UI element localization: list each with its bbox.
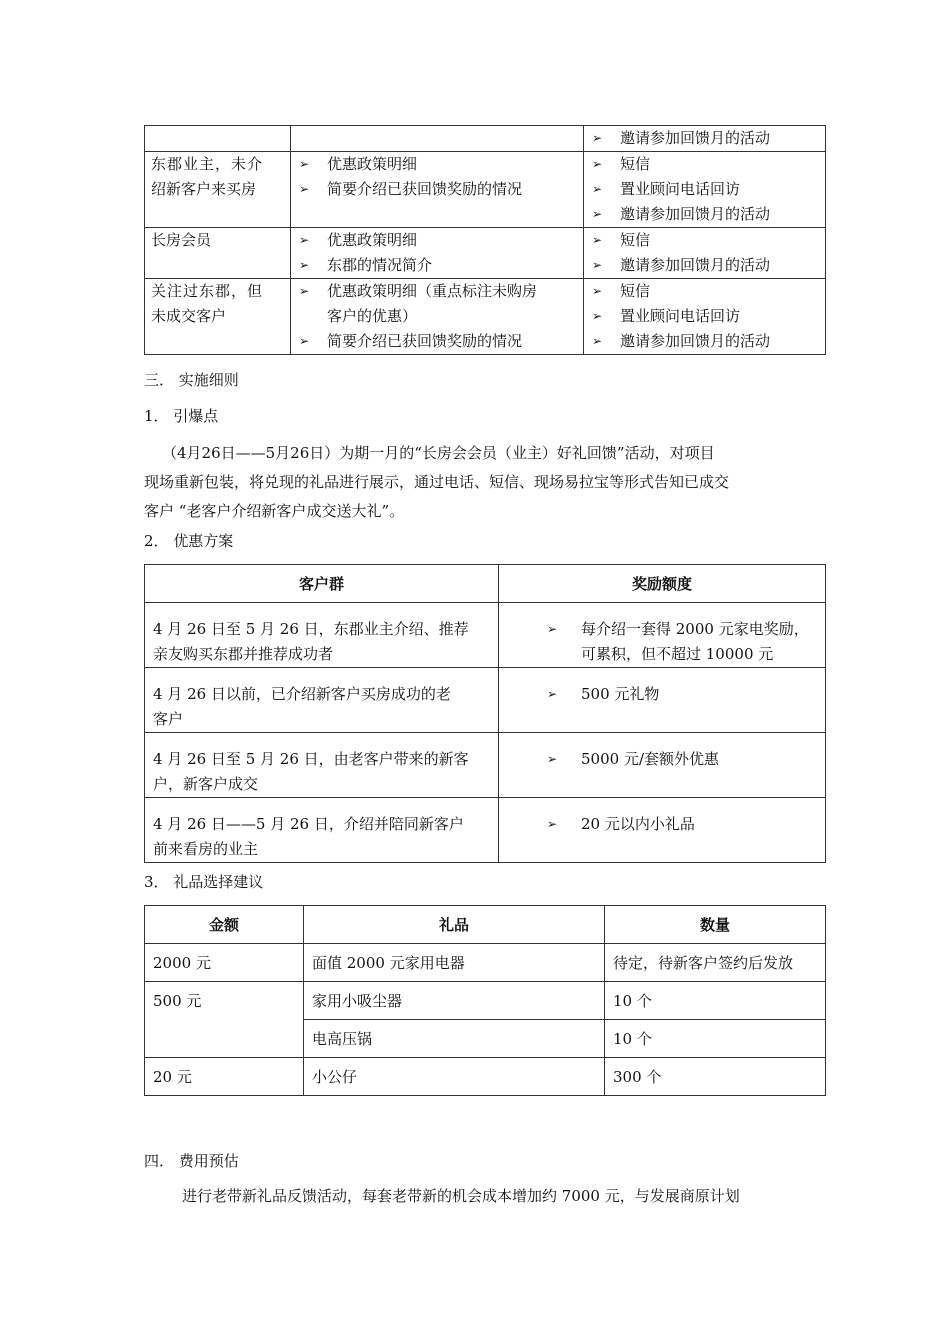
subheading-trigger-point: 1． 引爆点: [144, 407, 219, 425]
table-row: [145, 603, 826, 668]
table-row: [145, 152, 826, 228]
gift-cell: 面值 2000 元家用电器: [304, 944, 605, 982]
channel-item: ➢ 邀请参加回馈月的活动: [584, 202, 825, 227]
customer-group-cell: [145, 152, 291, 228]
table-row: [145, 1020, 826, 1058]
column-header-reward: 奖励额度: [499, 565, 826, 603]
arrowhead-bullet-icon: ➢: [592, 284, 603, 298]
cost-estimate-paragraph: 进行老带新礼品反馈活动，每套老带新的机会成本增加约 7000 元，与发展商原计划: [182, 1187, 740, 1205]
reward-line: 500 元礼物: [581, 685, 660, 703]
paragraph-line: 客户 “老客户介绍新客户成交送大礼”。: [144, 502, 405, 520]
reward-cell: [499, 798, 826, 863]
content-cell: [291, 152, 584, 228]
column-header-customer-group: 客户群: [145, 565, 499, 603]
channel-item: ➢ 邀请参加回馈月的活动: [584, 126, 825, 151]
quantity-cell: 300 个: [605, 1058, 826, 1096]
content-item: ➢ 东郡的情况简介: [291, 253, 583, 278]
customer-group-line: 关注过东郡，但: [151, 282, 264, 300]
channel-item: ➢ 短信: [584, 152, 825, 177]
quantity-cell: 10 个: [605, 982, 826, 1020]
arrowhead-bullet-icon: ➢: [547, 817, 558, 831]
reward-line: 每介绍一套得 2000 元家电奖励，: [581, 620, 809, 638]
gift-cell: 小公仔: [304, 1058, 605, 1096]
paragraph-line: 现场重新包装，将兑现的礼品进行展示，通过电话、短信、现场易拉宝等形式告知已成交: [144, 473, 730, 491]
quantity-cell: 10 个: [605, 1020, 826, 1058]
arrowhead-bullet-icon: ➢: [299, 233, 310, 247]
arrowhead-bullet-icon: ➢: [299, 284, 310, 298]
arrowhead-bullet-icon: ➢: [547, 752, 558, 766]
customer-group-cell: [145, 279, 291, 355]
table-row: [145, 798, 826, 863]
channel-item: ➢ 邀请参加回馈月的活动: [584, 329, 825, 354]
gift-cell: 电高压锅: [304, 1020, 605, 1058]
channel-item: ➢ 短信: [584, 228, 825, 253]
table-row: [145, 228, 826, 279]
column-header-amount: 金额: [145, 906, 304, 944]
reward-cell: [499, 733, 826, 798]
table-row: [145, 126, 826, 152]
reward-line: 20 元以内小礼品: [581, 815, 695, 833]
arrowhead-bullet-icon: ➢: [592, 233, 603, 247]
content-item: ➢ 优惠政策明细: [291, 228, 583, 253]
arrowhead-bullet-icon: [291, 304, 327, 329]
reward-line: 5000 元/套额外优惠: [581, 750, 719, 768]
content-item: ➢ 简要介绍已获回馈奖励的情况: [291, 329, 583, 354]
amount-cell: [145, 1020, 304, 1058]
subheading-gift-suggestion: 3． 礼品选择建议: [144, 873, 264, 891]
section-heading-cost-estimate: 四． 费用预估: [144, 1152, 239, 1170]
arrowhead-bullet-icon: ➢: [299, 258, 310, 272]
channel-cell: [584, 152, 826, 228]
customer-group-cell: [145, 228, 291, 279]
content-item: 客户的优惠）: [291, 304, 583, 329]
arrowhead-bullet-icon: ➢: [592, 207, 603, 221]
table-row: [145, 982, 826, 1020]
arrowhead-bullet-icon: ➢: [592, 182, 603, 196]
arrowhead-bullet-icon: ➢: [547, 622, 558, 636]
channel-cell: [584, 126, 826, 152]
paragraph-line: （4月26日——5月26日）为期一月的“长房会会员（业主）好礼回馈”活动，对项目: [162, 444, 715, 462]
customer-group-line: 4 月 26 日——5 月 26 日，介绍并陪同新客户: [153, 815, 464, 833]
customer-group-cell: [145, 126, 291, 152]
reward-cell: [499, 603, 826, 668]
table-row: [145, 1058, 826, 1096]
customer-group-line: 未成交客户: [151, 307, 227, 325]
amount-cell: 500 元: [145, 982, 304, 1020]
content-item: ➢ 优惠政策明细: [291, 152, 583, 177]
gift-suggestion-table: [144, 905, 826, 1096]
customer-group-line: 户，新客户成交: [153, 775, 259, 793]
arrowhead-bullet-icon: ➢: [299, 157, 310, 171]
customer-group-cell: [145, 603, 499, 668]
arrowhead-bullet-icon: ➢: [547, 687, 558, 701]
column-header-quantity: 数量: [605, 906, 826, 944]
channel-item: ➢ 邀请参加回馈月的活动: [584, 253, 825, 278]
discount-plan-table: [144, 564, 826, 863]
table-row: [145, 668, 826, 733]
channel-item: ➢ 置业顾问电话回访: [584, 304, 825, 329]
table-row: [145, 279, 826, 355]
content-cell: [291, 126, 584, 152]
arrowhead-bullet-icon: ➢: [299, 334, 310, 348]
arrowhead-bullet-icon: ➢: [592, 309, 603, 323]
channel-item: ➢ 短信: [584, 279, 825, 304]
customer-group-cell: [145, 668, 499, 733]
table-row: [145, 733, 826, 798]
customer-group-cell: [145, 733, 499, 798]
section-heading-implementation: 三． 实施细则: [144, 371, 239, 389]
arrowhead-bullet-icon: ➢: [592, 131, 603, 145]
subheading-discount-plan: 2． 优惠方案: [144, 532, 234, 550]
arrowhead-bullet-icon: ➢: [592, 258, 603, 272]
content-cell: [291, 228, 584, 279]
customer-group-line: 客户: [153, 710, 184, 728]
reward-line: 可累积，但不超过 10000 元: [581, 645, 774, 663]
content-item: ➢ 简要介绍已获回馈奖励的情况: [291, 177, 583, 202]
customer-group-line: 前来看房的业主: [153, 840, 259, 858]
customer-group-line: 4 月 26 日至 5 月 26 日，东郡业主介绍、推荐: [153, 620, 469, 638]
column-header-gift: 礼品: [304, 906, 605, 944]
customer-group-line: 绍新客户来买房: [151, 180, 257, 198]
gift-cell: 家用小吸尘器: [304, 982, 605, 1020]
arrowhead-bullet-icon: ➢: [592, 334, 603, 348]
customer-group-line: 长房会员: [151, 231, 212, 249]
customer-group-line: 东郡业主，未介: [151, 155, 264, 173]
reward-cell: [499, 668, 826, 733]
quantity-cell: 待定，待新客户签约后发放: [605, 944, 826, 982]
channel-cell: [584, 279, 826, 355]
arrowhead-bullet-icon: ➢: [592, 157, 603, 171]
amount-cell: 20 元: [145, 1058, 304, 1096]
channel-cell: [584, 228, 826, 279]
customer-group-cell: [145, 798, 499, 863]
content-item: ➢ 优惠政策明细（重点标注未购房: [291, 279, 583, 304]
customer-group-line: 4 月 26 日以前，已介绍新客户买房成功的老: [153, 685, 451, 703]
content-cell: [291, 279, 584, 355]
trigger-point-paragraph: [144, 439, 824, 526]
channel-item: ➢ 置业顾问电话回访: [584, 177, 825, 202]
customer-group-line: 4 月 26 日至 5 月 26 日，由老客户带来的新客: [153, 750, 469, 768]
arrowhead-bullet-icon: ➢: [299, 182, 310, 196]
table-row: [145, 944, 826, 982]
customer-group-line: 亲友购买东郡并推荐成功者: [153, 645, 334, 663]
amount-cell: 2000 元: [145, 944, 304, 982]
target-customer-table: [144, 125, 826, 355]
